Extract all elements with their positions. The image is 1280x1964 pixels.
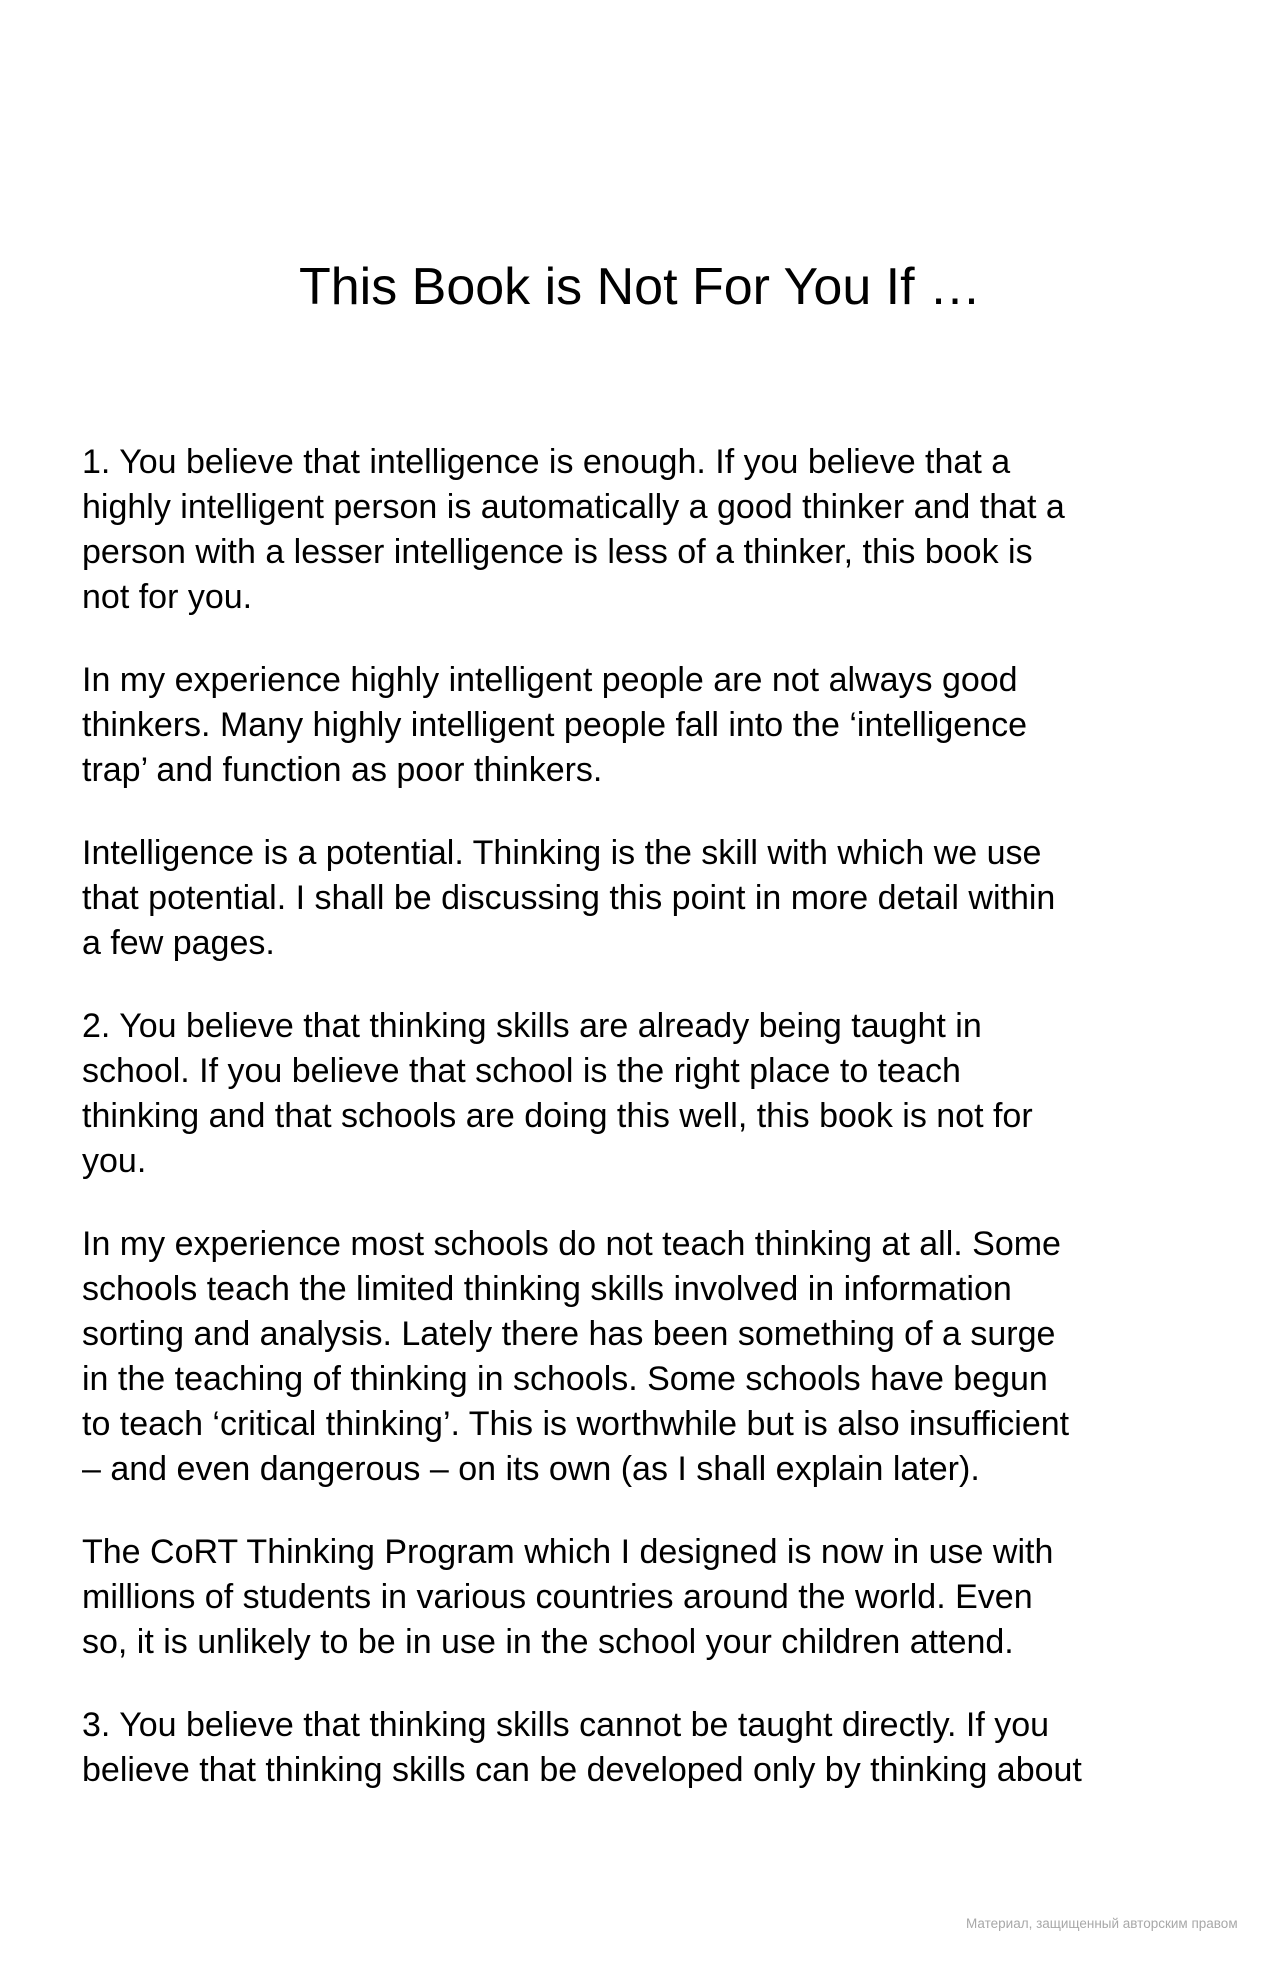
text-line: you. xyxy=(82,1142,147,1180)
text-line: person with a lesser intelligence is less of a thinker, this book is xyxy=(82,533,1033,571)
text-line: In my experience highly intelligent people are not always good xyxy=(82,661,1018,699)
paragraph xyxy=(82,1222,1232,1492)
body-text xyxy=(82,440,1232,1831)
text-line: in the teaching of thinking in schools. Some schools have begun xyxy=(82,1360,1048,1398)
text-line: sorting and analysis. Lately there has been something of a surge xyxy=(82,1315,1056,1353)
paragraph xyxy=(82,831,1232,966)
text-line: Intelligence is a potential. Thinking is the skill with which we use xyxy=(82,834,1042,872)
page-title: This Book is Not For You If … xyxy=(298,258,982,316)
text-line: 1. You believe that intelligence is enough. If you believe that a xyxy=(82,443,1011,481)
copyright-watermark: Материал, защищенный авторским правом xyxy=(966,1916,1238,1931)
text-line: schools teach the limited thinking skills involved in information xyxy=(82,1270,1012,1308)
text-line: not for you. xyxy=(82,578,253,616)
text-line: so, it is unlikely to be in use in the school your children attend. xyxy=(82,1623,1014,1661)
text-line: that potential. I shall be discussing this point in more detail within xyxy=(82,879,1056,917)
text-line: In my experience most schools do not teach thinking at all. Some xyxy=(82,1225,1061,1263)
text-line: a few pages. xyxy=(82,924,275,962)
text-line: trap’ and function as poor thinkers. xyxy=(82,751,603,789)
paragraph xyxy=(82,1703,1232,1793)
text-line: thinking and that schools are doing this well, this book is not for xyxy=(82,1097,1033,1135)
text-line: to teach ‘critical thinking’. This is worthwhile but is also insufficient xyxy=(82,1405,1070,1443)
paragraph xyxy=(82,658,1232,793)
text-line: believe that thinking skills can be developed only by thinking about xyxy=(82,1751,1082,1789)
text-line: 3. You believe that thinking skills cannot be taught directly. If you xyxy=(82,1706,1050,1744)
paragraph xyxy=(82,440,1232,620)
text-line: 2. You believe that thinking skills are already being taught in xyxy=(82,1007,982,1045)
text-line: highly intelligent person is automatically a good thinker and that a xyxy=(82,488,1065,526)
text-line: – and even dangerous – on its own (as I shall explain later). xyxy=(82,1450,980,1488)
paragraph xyxy=(82,1004,1232,1184)
paragraph xyxy=(82,1530,1232,1665)
text-line: The CoRT Thinking Program which I designed is now in use with xyxy=(82,1533,1054,1571)
text-line: millions of students in various countries around the world. Even xyxy=(82,1578,1033,1616)
text-line: thinkers. Many highly intelligent people fall into the ‘intelligence xyxy=(82,706,1028,744)
text-line: school. If you believe that school is the right place to teach xyxy=(82,1052,961,1090)
